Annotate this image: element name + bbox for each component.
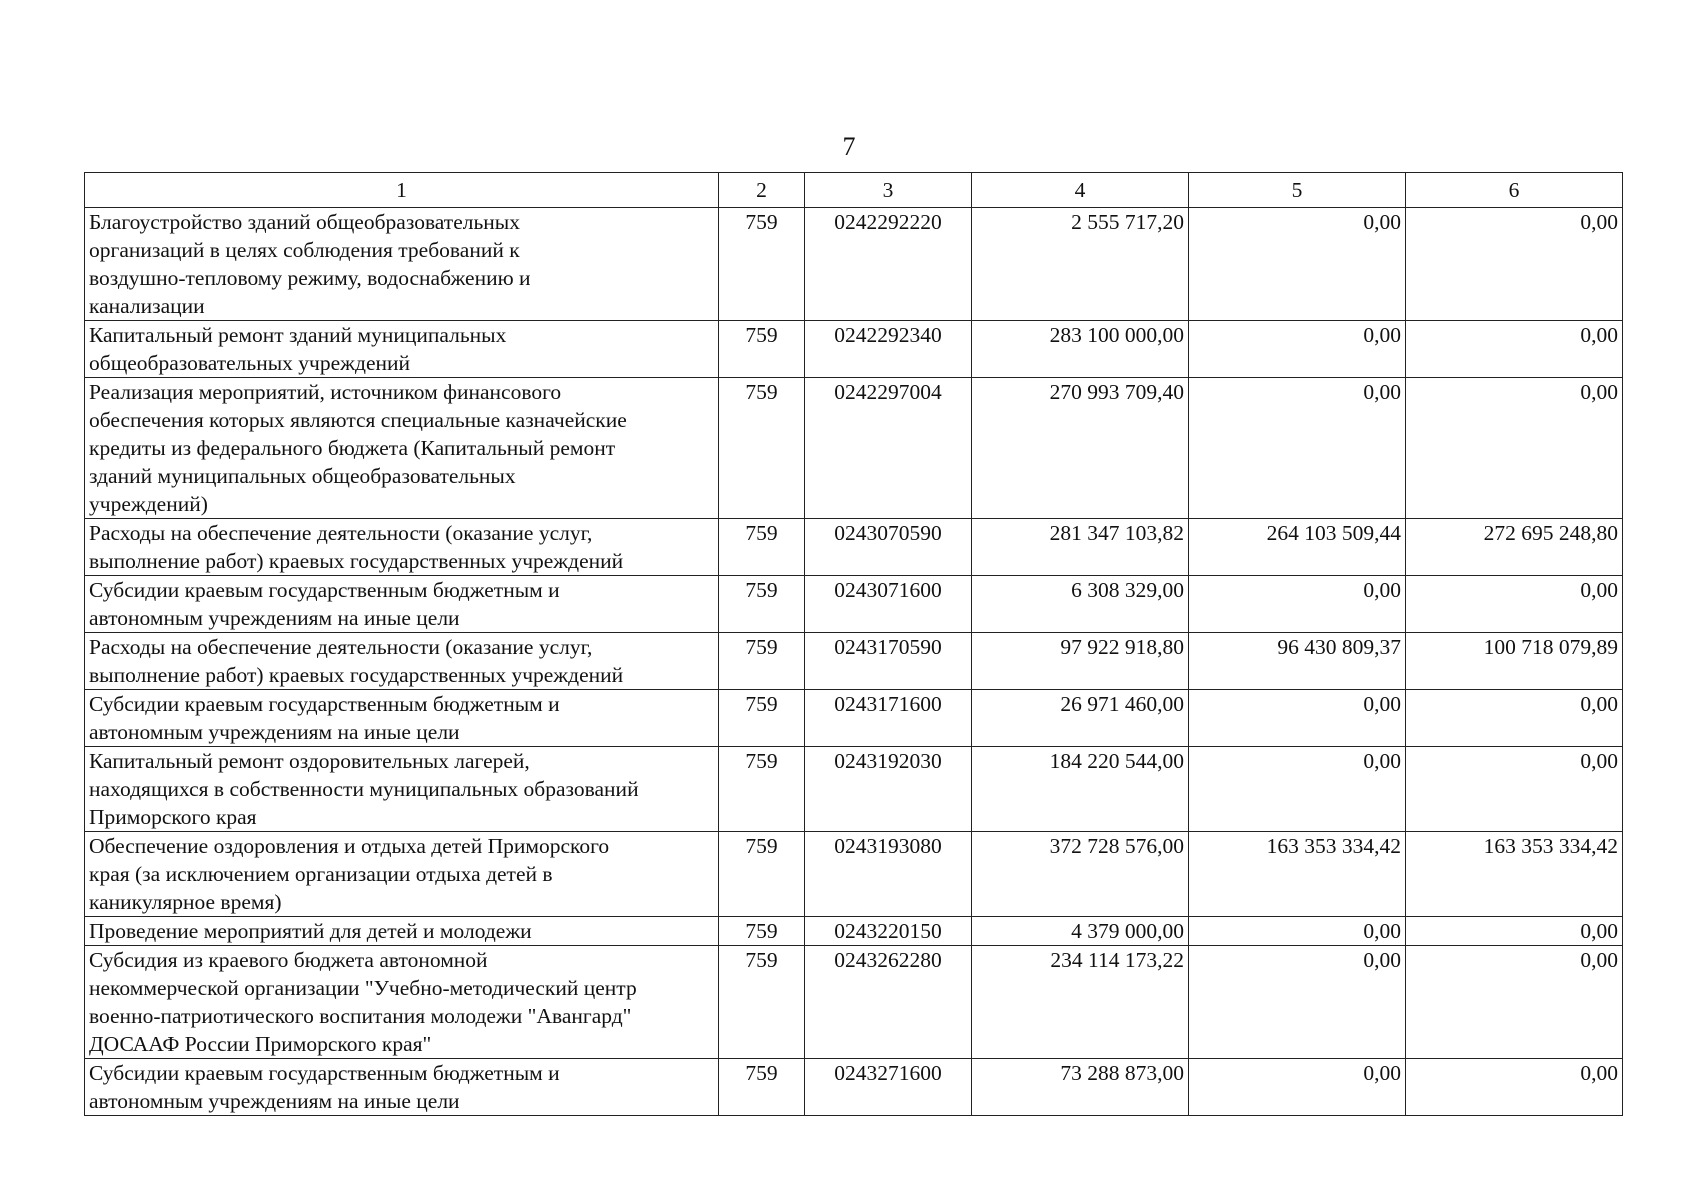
expense-name-line: общеобразовательных учреждений	[89, 351, 410, 375]
amount-col6-cell: 0,00	[1406, 917, 1623, 946]
expense-name-line: выполнение работ) краевых государственных учреждений	[89, 663, 624, 687]
budget-table	[84, 172, 1623, 1116]
department-code-cell: 759	[719, 633, 805, 690]
department-code-cell: 759	[719, 1059, 805, 1116]
amount-col6-cell: 0,00	[1406, 946, 1623, 1059]
table-row	[85, 208, 1623, 321]
amount-col5-cell: 0,00	[1189, 747, 1406, 832]
column-header-6: 6	[1406, 173, 1623, 208]
department-code-cell: 759	[719, 321, 805, 378]
expense-name-line: автономным учреждениям на иные цели	[89, 606, 460, 630]
expense-name-line: Приморского края	[89, 805, 257, 829]
amount-col4-cell: 6 308 329,00	[972, 576, 1189, 633]
expense-name-cell	[85, 747, 719, 832]
amount-col4-cell: 97 922 918,80	[972, 633, 1189, 690]
amount-col5-cell: 0,00	[1189, 946, 1406, 1059]
expense-name-line: Благоустройство зданий общеобразовательных	[89, 210, 520, 234]
department-code-cell: 759	[719, 378, 805, 519]
table-header-row	[85, 173, 1623, 208]
target-article-code-cell: 0242297004	[805, 378, 972, 519]
amount-col4-cell: 73 288 873,00	[972, 1059, 1189, 1116]
expense-name-line: каникулярное время)	[89, 890, 282, 914]
amount-col4-cell: 281 347 103,82	[972, 519, 1189, 576]
amount-col6-cell: 272 695 248,80	[1406, 519, 1623, 576]
department-code-cell: 759	[719, 946, 805, 1059]
expense-name-line: Капитальный ремонт зданий муниципальных	[89, 323, 507, 347]
expense-name-line: автономным учреждениям на иные цели	[89, 1089, 460, 1113]
table-row	[85, 747, 1623, 832]
department-code-cell: 759	[719, 747, 805, 832]
expense-name-line: автономным учреждениям на иные цели	[89, 720, 460, 744]
table-row	[85, 519, 1623, 576]
table-row	[85, 917, 1623, 946]
amount-col5-cell: 0,00	[1189, 321, 1406, 378]
expense-name-cell	[85, 917, 719, 946]
expense-name-line: Обеспечение оздоровления и отдыха детей Приморского	[89, 834, 610, 858]
expense-name-line: Субсидия из краевого бюджета автономной	[89, 948, 488, 972]
expense-name-cell	[85, 633, 719, 690]
amount-col6-cell: 0,00	[1406, 576, 1623, 633]
table-row	[85, 832, 1623, 917]
column-header-2: 2	[719, 173, 805, 208]
expense-name-line: Субсидии краевым государственным бюджетным и	[89, 1061, 560, 1085]
expense-name-line: ДОСААФ России Приморского края"	[89, 1032, 432, 1056]
amount-col6-cell: 0,00	[1406, 747, 1623, 832]
amount-col5-cell: 0,00	[1189, 378, 1406, 519]
expense-name-cell	[85, 519, 719, 576]
target-article-code-cell: 0243171600	[805, 690, 972, 747]
column-header-4: 4	[972, 173, 1189, 208]
amount-col5-cell: 96 430 809,37	[1189, 633, 1406, 690]
expense-name-line: военно-патриотического воспитания молодежи "Авангард"	[89, 1004, 632, 1028]
amount-col5-cell: 0,00	[1189, 576, 1406, 633]
amount-col6-cell: 0,00	[1406, 378, 1623, 519]
amount-col6-cell: 100 718 079,89	[1406, 633, 1623, 690]
table-row	[85, 576, 1623, 633]
amount-col4-cell: 26 971 460,00	[972, 690, 1189, 747]
table-row	[85, 946, 1623, 1059]
expense-name-line: Субсидии краевым государственным бюджетным и	[89, 578, 560, 602]
expense-name-line: учреждений)	[89, 492, 208, 516]
expense-name-line: воздушно-тепловому режиму, водоснабжению и	[89, 266, 531, 290]
expense-name-line: Реализация мероприятий, источником финансового	[89, 380, 562, 404]
target-article-code-cell: 0243262280	[805, 946, 972, 1059]
expense-name-line: некоммерческой организации "Учебно-методический центр	[89, 976, 637, 1000]
expense-name-cell	[85, 946, 719, 1059]
amount-col5-cell: 264 103 509,44	[1189, 519, 1406, 576]
expense-name-line: зданий муниципальных общеобразовательных	[89, 464, 516, 488]
amount-col6-cell: 0,00	[1406, 690, 1623, 747]
amount-col4-cell: 184 220 544,00	[972, 747, 1189, 832]
table-row	[85, 1059, 1623, 1116]
expense-name-cell	[85, 1059, 719, 1116]
amount-col4-cell: 270 993 709,40	[972, 378, 1189, 519]
target-article-code-cell: 0243271600	[805, 1059, 972, 1116]
expense-name-cell	[85, 378, 719, 519]
amount-col5-cell: 0,00	[1189, 1059, 1406, 1116]
expense-name-line: кредиты из федерального бюджета (Капитальный ремонт	[89, 436, 616, 460]
amount-col6-cell: 0,00	[1406, 208, 1623, 321]
expense-name-cell	[85, 208, 719, 321]
table-row	[85, 633, 1623, 690]
amount-col4-cell: 372 728 576,00	[972, 832, 1189, 917]
target-article-code-cell: 0243170590	[805, 633, 972, 690]
column-header-5: 5	[1189, 173, 1406, 208]
expense-name-line: Субсидии краевым государственным бюджетным и	[89, 692, 560, 716]
department-code-cell: 759	[719, 519, 805, 576]
amount-col6-cell: 0,00	[1406, 1059, 1623, 1116]
amount-col5-cell: 0,00	[1189, 208, 1406, 321]
amount-col5-cell: 0,00	[1189, 690, 1406, 747]
amount-col4-cell: 4 379 000,00	[972, 917, 1189, 946]
expense-name-line: организаций в целях соблюдения требований к	[89, 238, 520, 262]
amount-col5-cell: 163 353 334,42	[1189, 832, 1406, 917]
page-number: 7	[842, 132, 856, 161]
table-row	[85, 690, 1623, 747]
table-row	[85, 378, 1623, 519]
table-body	[85, 208, 1623, 1116]
expense-name-line: находящихся в собственности муниципальных образований	[89, 777, 639, 801]
amount-col4-cell: 234 114 173,22	[972, 946, 1189, 1059]
department-code-cell: 759	[719, 917, 805, 946]
expense-name-line: канализации	[89, 294, 205, 318]
department-code-cell: 759	[719, 832, 805, 917]
department-code-cell: 759	[719, 208, 805, 321]
target-article-code-cell: 0242292220	[805, 208, 972, 321]
expense-name-cell	[85, 321, 719, 378]
expense-name-line: обеспечения которых являются специальные казначейские	[89, 408, 627, 432]
amount-col4-cell: 283 100 000,00	[972, 321, 1189, 378]
expense-name-cell	[85, 832, 719, 917]
amount-col6-cell: 0,00	[1406, 321, 1623, 378]
amount-col4-cell: 2 555 717,20	[972, 208, 1189, 321]
expense-name-line: выполнение работ) краевых государственных учреждений	[89, 549, 624, 573]
table-row	[85, 321, 1623, 378]
expense-name-line: Капитальный ремонт оздоровительных лагерей,	[89, 749, 530, 773]
expense-name-line: Расходы на обеспечение деятельности (оказание услуг,	[89, 635, 593, 659]
department-code-cell: 759	[719, 576, 805, 633]
column-header-1: 1	[85, 173, 719, 208]
expense-name-line: Расходы на обеспечение деятельности (оказание услуг,	[89, 521, 593, 545]
target-article-code-cell: 0242292340	[805, 321, 972, 378]
target-article-code-cell: 0243192030	[805, 747, 972, 832]
amount-col5-cell: 0,00	[1189, 917, 1406, 946]
department-code-cell: 759	[719, 690, 805, 747]
amount-col6-cell: 163 353 334,42	[1406, 832, 1623, 917]
target-article-code-cell: 0243193080	[805, 832, 972, 917]
expense-name-cell	[85, 690, 719, 747]
expense-name-cell	[85, 576, 719, 633]
target-article-code-cell: 0243070590	[805, 519, 972, 576]
target-article-code-cell: 0243071600	[805, 576, 972, 633]
expense-name-line: Проведение мероприятий для детей и молодежи	[89, 919, 532, 943]
target-article-code-cell: 0243220150	[805, 917, 972, 946]
column-header-3: 3	[805, 173, 972, 208]
expense-name-line: края (за исключением организации отдыха детей в	[89, 862, 553, 886]
